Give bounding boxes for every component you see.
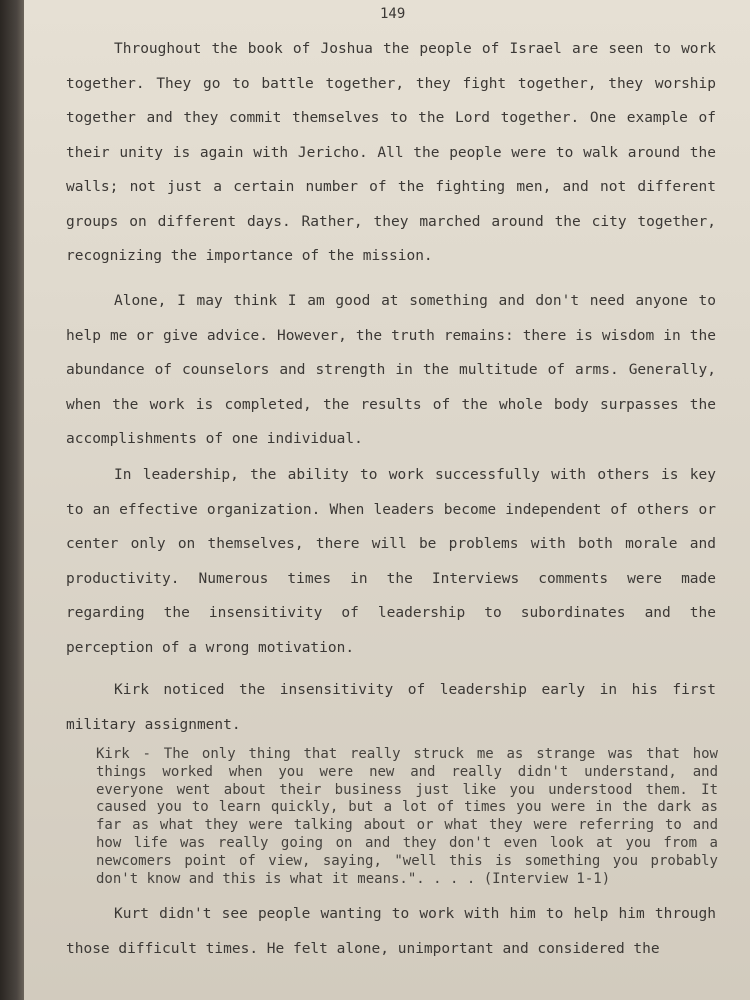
book-page (24, 0, 750, 1000)
paragraph-counselors: Alone, I may think I am good at something and don't need anyone to help me or give advice. However, the truth remains: there is wisdom in the abundance of counselors and strength in the multitude of arms. Generally, when the work is completed, the results of the whole body surpasses the accomplishments of one individual. (66, 293, 716, 447)
book-binding (0, 0, 24, 1000)
page-number: 149 (380, 6, 406, 22)
paragraph-kirk-intro: Kirk noticed the insensitivity of leadership early in his first military assignment. (66, 682, 716, 733)
paragraph-leadership: In leadership, the ability to work successfully with others is key to an effective organization. When leaders become independent of others or center only on themselves, there will be problems with both morale and productivity. Numerous times in the Interviews comments were made regarding the insensitivity of leadership to subordinates and the perception of a wrong motivation. (66, 467, 716, 656)
paragraph-kurt: Kurt didn't see people wanting to work with him to help him through those difficult times. He felt alone, unimportant and considered the (66, 906, 716, 957)
interview-quote: Kirk - The only thing that really struck me as strange was that how things worked when you were new and really didn't understand, and everyone went about their business just like you understood them. It caused you to learn quickly, but a lot of times you were in the dark as far as what they were talking about or what they were referring to and how life was really going on and they don't even look at you from a newcomers point of view, saying, "well this is something you probably don't know and this is what it means.". . . . (Interview 1-1) (96, 746, 718, 887)
paragraph-joshua-unity: Throughout the book of Joshua the people of Israel are seen to work together. They go to battle together, they fight together, they worship together and they commit themselves to the Lord together. One example of their unity is again with Jericho. All the people were to walk around the walls; not just a certain number of the fighting men, and not different groups on different days. Rather, they marched around the city together, recognizing the importance of the mission. (66, 41, 716, 264)
